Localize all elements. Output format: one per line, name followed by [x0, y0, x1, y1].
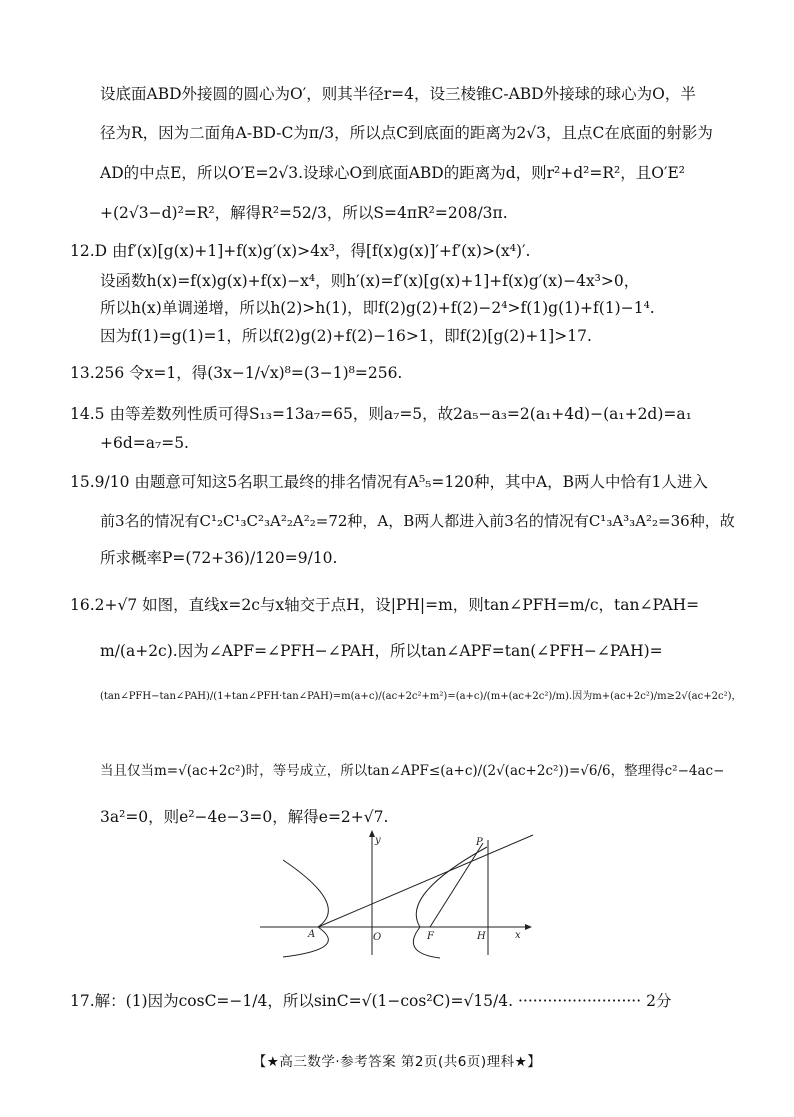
- hyperbola-figure: [255, 825, 540, 960]
- text-line: 因为f(1)=g(1)=1，所以f(2)g(2)+f(2)−16>1，即f(2)[g(2)+1]>17.: [100, 327, 592, 345]
- text-line: m/(a+2c).因为∠APF=∠PFH−∠PAH，所以tan∠APF=tan(∠PFH−∠PAH)=: [100, 642, 663, 660]
- text-line: 13.256 令x=1，得(3x−1/√x)⁸=(3−1)⁸=256.: [70, 364, 403, 382]
- text-line: 设底面ABD外接圆的圆心为O′，则其半径r=4，设三棱锥C-ABD外接球的球心为O，半: [100, 85, 696, 103]
- text-line: +6d=a₇=5.: [100, 434, 189, 452]
- text-line: AD的中点E，所以O′E=2√3.设球心O到底面ABD的距离为d，则r²+d²=R²，且O′E²: [100, 164, 686, 182]
- page-footer: 【★高三数学·参考答案 第2页(共6页)理科★】: [252, 1054, 542, 1070]
- label-x: x: [515, 930, 521, 941]
- text-line: 14.5 由等差数列性质可得S₁₃=13a₇=65，则a₇=5，故2a₅−a₃=2(a₁+4d)−(a₁+2d)=a₁: [70, 405, 692, 423]
- text-line: 设函数h(x)=f(x)g(x)+f(x)−x⁴，则h′(x)=f′(x)[g(x)+1]+f(x)g′(x)−4x³>0，: [100, 272, 640, 290]
- text-line: 径为R，因为二面角A-BD-C为π/3，所以点C到底面的距离为2√3，且点C在底面的射影为: [100, 124, 713, 142]
- text-line: 3a²=0，则e²−4e−3=0，解得e=2+√7.: [100, 808, 389, 826]
- label-H: H: [477, 931, 486, 942]
- label-A: A: [308, 929, 316, 940]
- text-line: 16.2+√7 如图，直线x=2c与x轴交于点H，设|PH|=m，则tan∠PFH=m/c，tan∠PAH=: [70, 596, 700, 614]
- label-P: P: [476, 837, 483, 848]
- text-line: +(2√3−d)²=R²，解得R²=52/3，所以S=4πR²=208/3π.: [100, 204, 508, 222]
- text-line: 当且仅当m=√(ac+2c²)时，等号成立，所以tan∠APF≤(a+c)/(2√(ac+2c²))=√6/6，整理得c²−4ac−: [100, 763, 725, 779]
- text-line: 所求概率P=(72+36)/120=9/10.: [100, 549, 338, 567]
- text-line: 15.9/10 由题意可知这5名职工最终的排名情况有A⁵₅=120种，其中A，B两人中恰有1人进入: [70, 473, 708, 491]
- label-O: O: [373, 932, 382, 943]
- text-line: (tan∠PFH−tan∠PAH)/(1+tan∠PFH·tan∠PAH)=m(a+c)/(ac+2c²+m²)=(a+c)/(m+(ac+2c²)/m).因为m+(ac+2c²)/m≥2√(ac+2c²)，: [100, 691, 742, 702]
- text-line: 17.解：(1)因为cosC=−1/4，所以sinC=√(1−cos²C)=√15/4. ························· 2分: [70, 992, 672, 1010]
- text-line: 12.D 由f′(x)[g(x)+1]+f(x)g′(x)>4x³，得[f(x)g(x)]′+f′(x)>(x⁴)′.: [70, 242, 531, 260]
- label-F: F: [427, 931, 434, 942]
- text-line: 所以h(x)单调递增，所以h(2)>h(1)，即f(2)g(2)+f(2)−2⁴>f(1)g(1)+f(1)−1⁴.: [100, 299, 655, 317]
- label-y: y: [375, 835, 381, 846]
- text-line: 前3名的情况有C¹₂C¹₃C²₃A²₂A²₂=72种，A，B两人都进入前3名的情况有C¹₃A³₃A²₂=36种，故: [100, 512, 735, 530]
